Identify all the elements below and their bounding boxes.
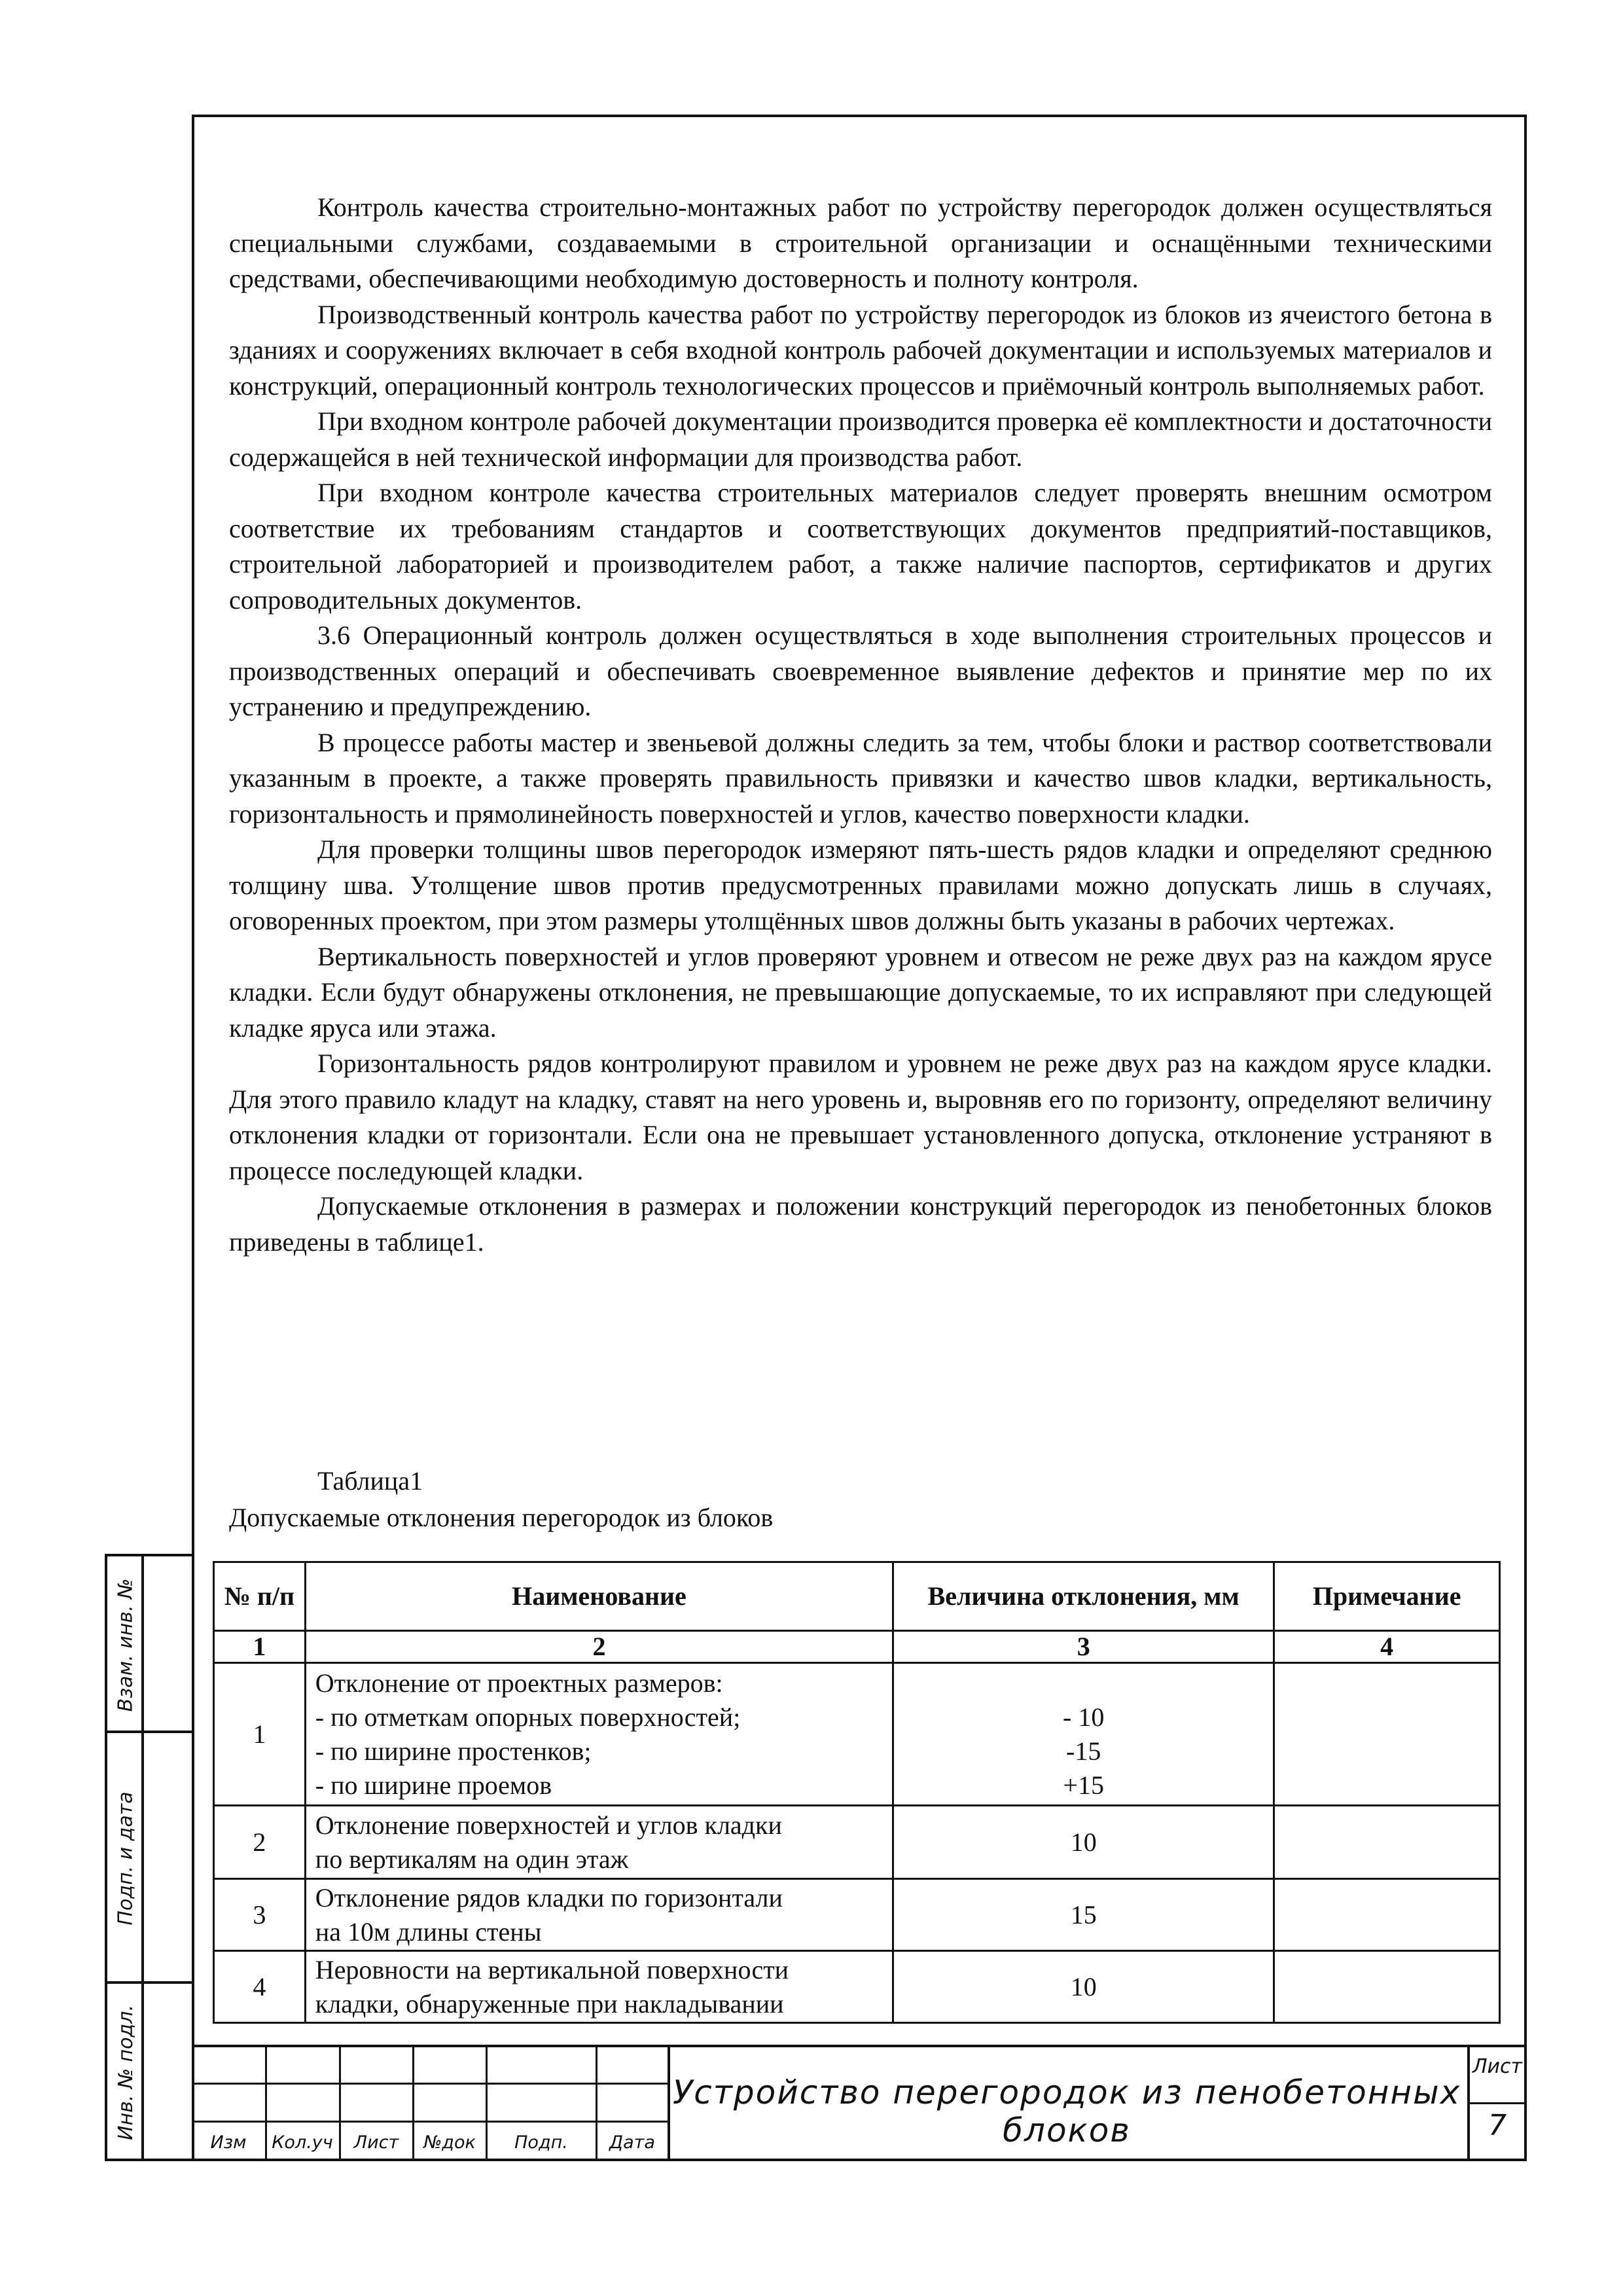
row-value: 15 (893, 1879, 1274, 1951)
row-note (1274, 1663, 1500, 1806)
deviations-table (213, 1561, 1501, 2024)
header-name: Наименование (305, 1562, 893, 1631)
header-note: Примечание (1274, 1562, 1500, 1631)
paragraph: Вертикальность поверхностей и углов проверяют уровнем и отвесом не реже двух раз на каждом ярусе кладки. Если будут обнаружены отклонения, не превышающие допускаемые, то их исправляют при следующей кладке яруса или этажа. (229, 941, 1492, 1043)
document-title: Устройство перегородок из пенобетонных блоков (672, 2073, 1461, 2149)
paragraph: В процессе работы мастер и звеньевой должны следить за тем, чтобы блоки и раствор соответствовали указанным в проекте, а также проверять правильность привязки и качество швов кладки, вертикальность, горизонтальность и прямолинейность поверхностей и углов, качество поверхности кладки. (229, 727, 1492, 829)
stamp-header-podp: Подп. (514, 2132, 568, 2153)
side-label-podp: Подп. и дата (114, 1791, 137, 1926)
row-num: 3 (214, 1879, 306, 1951)
table-number: Таблица1 (317, 1466, 423, 1496)
paragraph: 3.6 Операционный контроль должен осуществляться в ходе выполнения строительных процессов и производственных операций и обеспечивать своевременное выявление дефектов и принятие мер по их устранению и предупреждению. (229, 620, 1492, 721)
row-value: 10 (893, 1806, 1274, 1879)
table-row (214, 1806, 1500, 1879)
index-cell: 2 (305, 1631, 893, 1663)
row-note (1274, 1879, 1500, 1951)
row-name: Неровности на вертикальной поверхности кладки, обнаруженные при накладывании (305, 1951, 893, 2023)
paragraph: При входном контроле рабочей документации производится проверка её комплектности и достаточности содержащейся в ней технической информации для производства работ. (229, 406, 1492, 472)
stamp-header-list: Лист (353, 2132, 399, 2153)
table-row (214, 1663, 1500, 1806)
stamp-header-koluch: Кол.уч (272, 2132, 333, 2153)
stamp-header-izm: Изм (210, 2132, 247, 2153)
row-value: 10 (893, 1951, 1274, 2023)
index-cell: 1 (214, 1631, 306, 1663)
paragraph: Для проверки толщины швов перегородок измеряют пять-шесть рядов кладки и определяют среднюю толщину шва. Утолщение швов против предусмотренных правилами можно допускать лишь в случаях, оговоренных проектом, при этом размеры утолщённых швов должны быть указаны в рабочих чертежах. (229, 834, 1492, 935)
row-name: Отклонение от проектных размеров: - по отметкам опорных поверхностей; - по ширине простенков; - по ширине проемов (305, 1663, 893, 1806)
paragraph: Горизонтальность рядов контролируют правилом и уровнем не реже двух раз на каждом ярусе кладки. Для этого правило кладут на кладку, ставят на него уровень и, выровняв его по горизонту, определяют величину отклонения кладки от горизонтали. Если она не превышает установленного допуска, отклонение устраняют в процессе последующей кладки. (229, 1049, 1492, 1185)
header-value: Величина отклонения, мм (893, 1562, 1274, 1631)
index-cell: 4 (1274, 1631, 1500, 1663)
sheet-label: Лист (1472, 2055, 1523, 2078)
paragraph: При входном контроле качества строительных материалов следует проверять внешним осмотром соответствие их требованиям стандартов и соответствующих документов предприятий-поставщиков, строительной лабораторией и производителем работ, а также наличие паспортов, сертификатов и других сопроводительных документов. (229, 478, 1492, 615)
paragraph: Производственный контроль качества работ по устройству перегородок из блоков из ячеистого бетона в зданиях и сооружениях включает в себя входной контроль рабочей документации и используемых материалов и конструкций, операционный контроль технологических процессов и приёмочный контроль выполняемых работ. (229, 299, 1492, 401)
table-header-row (214, 1562, 1500, 1631)
row-note (1274, 1806, 1500, 1879)
stamp-header-ndok: №док (423, 2132, 476, 2153)
row-note (1274, 1951, 1500, 2023)
header-num: № п/п (214, 1562, 306, 1631)
sheet-number: 7 (1488, 2109, 1507, 2142)
side-label-inv: Инв. № подл. (114, 2005, 137, 2140)
index-cell: 3 (893, 1631, 1274, 1663)
paragraph: Допускаемые отклонения в размерах и положении конструкций перегородок из пенобетонных блоков приведены в таблице1. (229, 1191, 1492, 1257)
table-caption (229, 1463, 773, 1536)
table-index-row (214, 1631, 1500, 1663)
table-row (214, 1879, 1500, 1951)
row-name: Отклонение рядов кладки по горизонтали на 10м длины стены (305, 1879, 893, 1951)
table-row (214, 1951, 1500, 2023)
stamp-header-data: Дата (609, 2132, 655, 2153)
side-label-vzam: Взам. инв. № (114, 1578, 137, 1712)
table-title: Допускаемые отклонения перегородок из блоков (229, 1503, 774, 1532)
row-value: - 10 -15 +15 (893, 1663, 1274, 1806)
side-strip (105, 1554, 192, 2161)
row-num: 2 (214, 1806, 306, 1879)
row-name: Отклонение поверхностей и углов кладки по вертикалям на один этаж (305, 1806, 893, 1879)
row-num: 1 (214, 1663, 306, 1806)
body-text (229, 190, 1492, 1260)
paragraph: Контроль качества строительно-монтажных работ по устройству перегородок должен осуществляться специальными службами, создаваемыми в строительной организации и оснащёнными техническими средствами, обеспечивающими необходимую достоверность и полноту контроля. (229, 192, 1492, 293)
row-num: 4 (214, 1951, 306, 2023)
